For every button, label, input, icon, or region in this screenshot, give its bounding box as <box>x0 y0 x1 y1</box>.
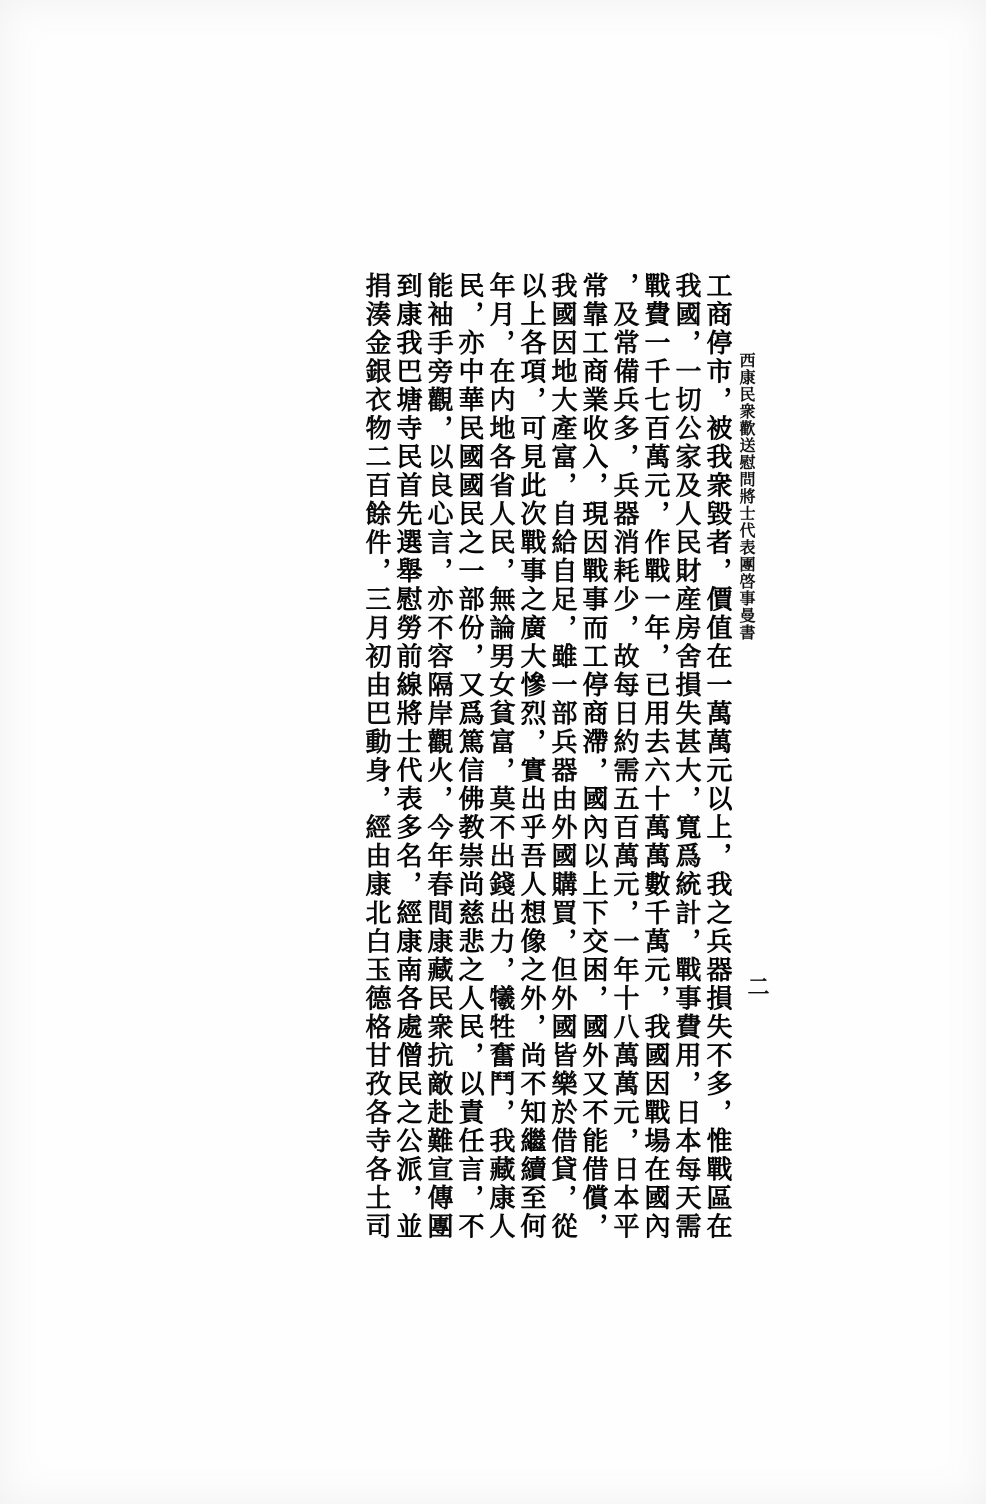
document-header-title: 西康民衆歡送慰問將士代表團啓事曼書 <box>737 352 756 641</box>
text-column: 以上各項，可見此次戰事之廣大慘烈，實出乎吾人想像之外，尚不知繼續至何 <box>516 272 546 1241</box>
text-column: 捐湊金銀衣物二百餘件，三月初由巴動身，經由康北白玉德格甘孜各寺各土司 <box>361 272 391 1241</box>
text-column: 常靠工商業收入，現因戰事而工停商滯，國內以上下交困，國外又不能借償， <box>578 272 608 1241</box>
text-column: 工商停市，被我衆毀者，價值在一萬萬元以上，我之兵器損失不多，惟戰區在 <box>702 272 732 1241</box>
page-number: 二 <box>744 975 770 997</box>
text-column: ，及常備兵多，兵器消耗少，故每日約需五百萬元，一年十八萬萬元，日本平 <box>609 272 639 1241</box>
text-column: 民，亦中華民國國民之一部份，又爲篤信佛教崇尚慈悲之人民，以責任言，不 <box>454 272 484 1241</box>
text-column: 戰費一千七百萬元，作戰一年，已用去六十萬萬數千萬元，我國因戰場在國內 <box>640 272 670 1241</box>
text-column: 我國因地大產富，自給自足，雖一部兵器由外國購買，但外國皆樂於借貸，從 <box>547 272 577 1241</box>
text-column: 到康我巴塘寺民首先選舉慰勞前線將士代表多名，經康南各處僧民之公派，並 <box>392 272 422 1241</box>
text-column: 年月，在内地各省人民，無論男女貧富，莫不出錢出力，犧牲奮鬥，我藏康人 <box>485 272 515 1241</box>
text-column: 我國，一切公家及人民財産房舍損失甚大，寬爲統計，戰事費用，日本每天需 <box>671 272 701 1241</box>
vertical-text-block <box>185 272 730 1247</box>
text-column: 能袖手旁觀，以良心言，亦不容隔岸觀火，今年春間康藏民衆抗敵赴難宣傳團 <box>423 272 453 1241</box>
